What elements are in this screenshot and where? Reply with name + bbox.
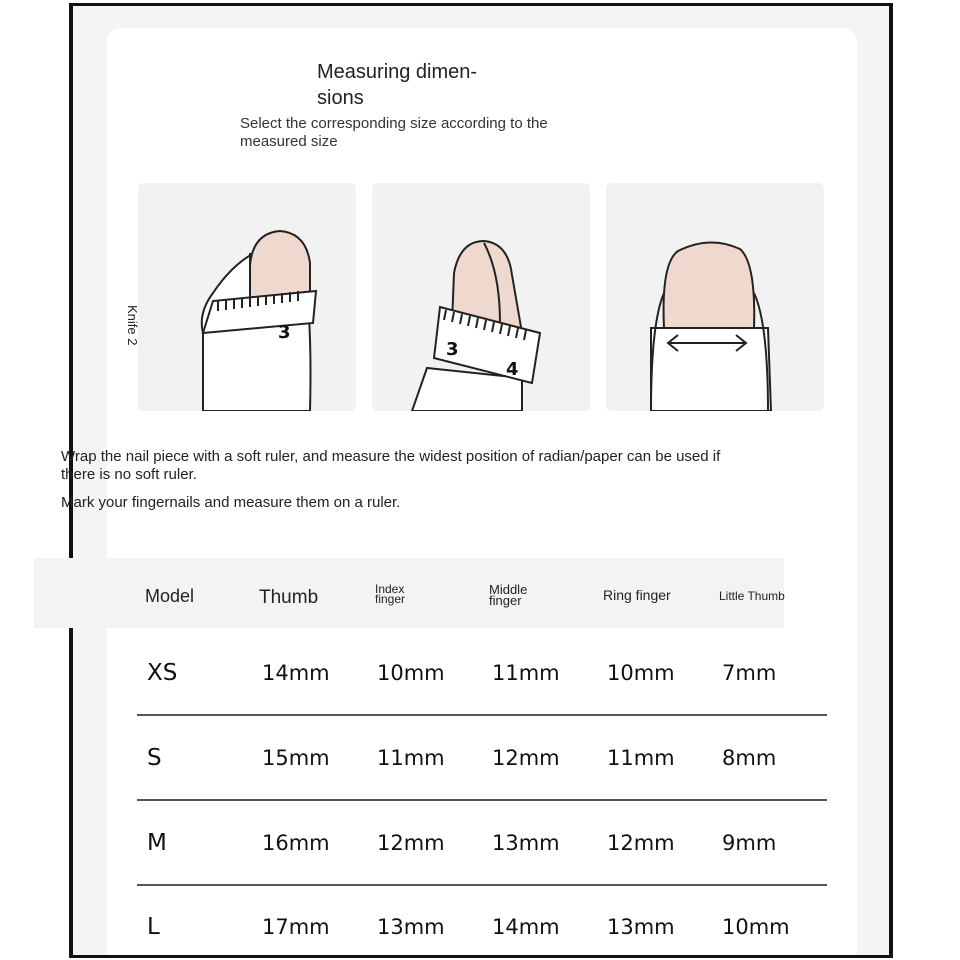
table-cell: 13mm bbox=[607, 915, 675, 939]
page-subtitle: Select the corresponding size according to the measured size bbox=[240, 115, 548, 150]
thumb-ruler-drawing bbox=[138, 183, 356, 411]
width-arrow-drawing bbox=[606, 183, 824, 411]
ruler-mark: 4 bbox=[506, 359, 519, 380]
row-divider bbox=[137, 884, 827, 886]
table-cell: 9mm bbox=[722, 831, 777, 855]
table-cell: 7mm bbox=[722, 661, 777, 685]
table-cell: 14mm bbox=[492, 915, 560, 939]
table-cell: 11mm bbox=[377, 746, 445, 770]
row-model-s: S bbox=[147, 745, 162, 771]
table-cell: 10mm bbox=[377, 661, 445, 685]
table-cell: 11mm bbox=[492, 661, 560, 685]
row-model-m: M bbox=[147, 830, 167, 856]
measure-illustration-width bbox=[606, 183, 824, 411]
ruler-mark: 3 bbox=[446, 339, 459, 360]
table-cell: 12mm bbox=[492, 746, 560, 770]
instruction-mark-nails: Mark your fingernails and measure them on a ruler. bbox=[61, 494, 401, 511]
table-cell: 12mm bbox=[607, 831, 675, 855]
row-model-xs: XS bbox=[147, 660, 178, 686]
table-cell: 11mm bbox=[607, 746, 675, 770]
page-title: Measuring dimen- sions bbox=[317, 61, 478, 109]
measure-illustration-thumb bbox=[138, 183, 356, 411]
table-cell: 13mm bbox=[377, 915, 445, 939]
table-cell: 12mm bbox=[377, 831, 445, 855]
table-cell: 10mm bbox=[722, 915, 790, 939]
col-header-ring: Ring finger bbox=[603, 587, 671, 603]
instruction-soft-ruler: Wrap the nail piece with a soft ruler, and measure the widest position of radian/paper can be used if there is no soft ruler. bbox=[61, 448, 721, 483]
col-header-index: Index finger bbox=[375, 582, 406, 606]
table-cell: 16mm bbox=[262, 831, 330, 855]
table-cell: 15mm bbox=[262, 746, 330, 770]
row-divider bbox=[137, 714, 827, 716]
col-header-little: Little Thumb bbox=[719, 589, 785, 603]
col-header-middle: Middle finger bbox=[489, 582, 528, 608]
measure-illustration-angled bbox=[372, 183, 590, 411]
col-header-thumb: Thumb bbox=[259, 587, 319, 608]
table-cell: 8mm bbox=[722, 746, 777, 770]
angled-ruler-drawing bbox=[372, 183, 590, 411]
row-model-l: L bbox=[147, 914, 160, 940]
table-cell: 14mm bbox=[262, 661, 330, 685]
ruler-mark: 3 bbox=[278, 322, 291, 343]
content-card bbox=[107, 28, 857, 958]
row-divider bbox=[137, 799, 827, 801]
table-cell: 10mm bbox=[607, 661, 675, 685]
col-header-model: Model bbox=[145, 586, 195, 606]
table-cell: 17mm bbox=[262, 915, 330, 939]
knife-label: Knife 2 bbox=[125, 305, 140, 346]
table-cell: 13mm bbox=[492, 831, 560, 855]
